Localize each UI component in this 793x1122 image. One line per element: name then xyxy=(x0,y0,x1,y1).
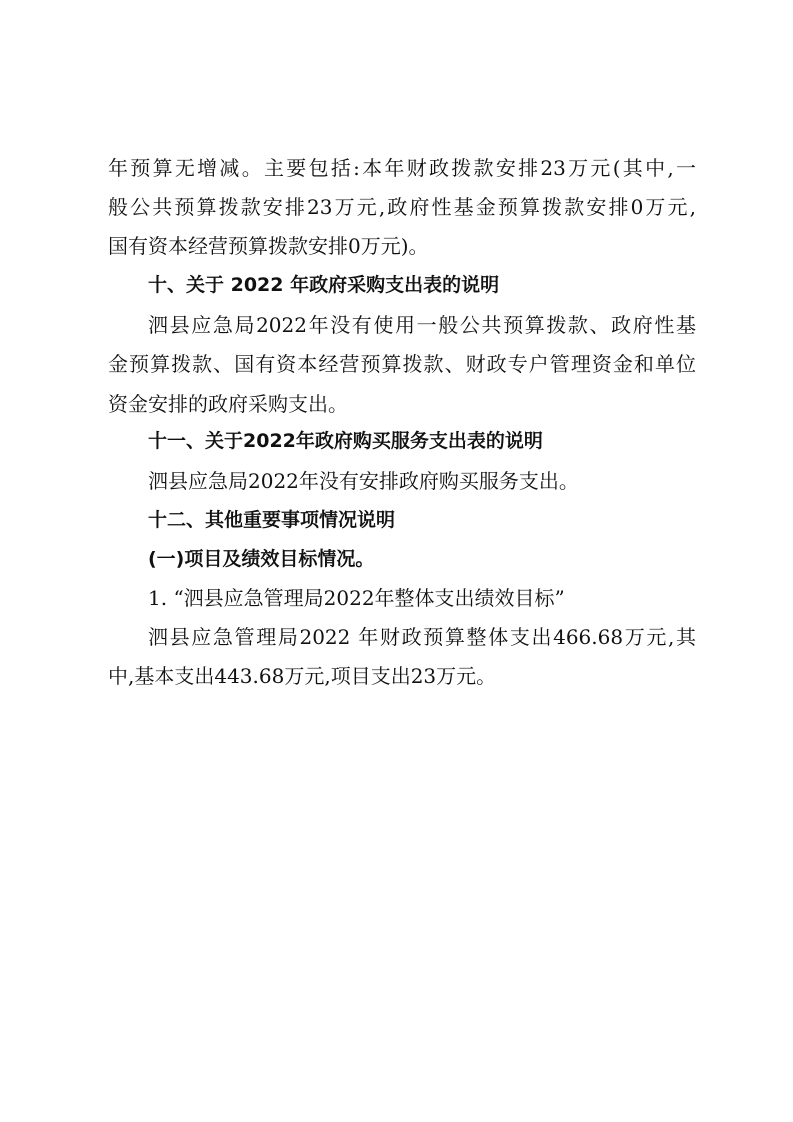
section-heading-12: 十二、其他重要事项情况说明 xyxy=(148,509,396,531)
paragraph-line: 国有资本经营预算拨款安排0万元)。 xyxy=(108,234,429,258)
paragraph-line: 泗县应急管理局2022 年财政预算整体支出466.68万元,其 xyxy=(148,625,696,649)
paragraph-line: 金预算拨款、国有资本经营预算拨款、财政专户管理资金和单位 xyxy=(108,352,696,376)
paragraph-line: 般公共预算拨款安排23万元,政府性基金预算拨款安排0万元, xyxy=(108,195,696,219)
paragraph-line: 泗县应急局2022年没有使用一般公共预算拨款、政府性基 xyxy=(148,313,696,337)
section-heading-11: 十一、关于2022年政府购买服务支出表的说明 xyxy=(148,430,543,452)
list-item: 1. “泗县应急管理局2022年整体支出绩效目标” xyxy=(148,586,565,610)
paragraph-line: 泗县应急局2022年没有安排政府购买服务支出。 xyxy=(148,469,579,493)
subsection-heading: (一)项目及绩效目标情况。 xyxy=(148,548,375,570)
paragraph-line: 资金安排的政府采购支出。 xyxy=(108,392,348,416)
section-heading-10: 十、关于 2022 年政府采购支出表的说明 xyxy=(148,274,500,296)
paragraph-line: 年预算无增减。主要包括:本年财政拨款安排23万元(其中,一 xyxy=(108,156,696,180)
paragraph-line: 中,基本支出443.68万元,项目支出23万元。 xyxy=(108,664,497,688)
